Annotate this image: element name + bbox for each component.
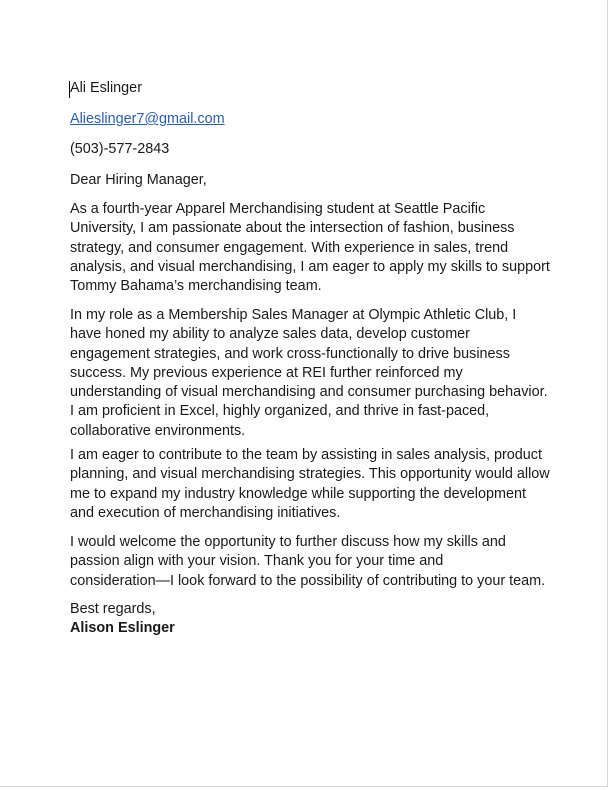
paragraph-2 [70, 306, 548, 441]
text-line: understanding of visual merchandising and consumer purchasing behavior. [70, 384, 548, 401]
text-line: passion align with your vision. Thank you for your time and [70, 553, 444, 570]
text-line: me to expand my industry knowledge while supporting the development [70, 485, 526, 502]
text-line: I am proficient in Excel, highly organized, and thrive in fast-paced, [70, 403, 490, 420]
text-line: consideration—I look forward to the possibility of contributing to your team. [70, 572, 546, 589]
text-line: have honed my ability to analyze sales data, develop customer [70, 326, 470, 343]
text-line: I am eager to contribute to the team by assisting in sales analysis, product [70, 447, 542, 463]
text-line: collaborative environments. [70, 422, 246, 439]
paragraph-4 [70, 533, 545, 591]
text-line: engagement strategies, and work cross-functionally to drive business [70, 345, 510, 362]
text-line: Tommy Bahama’s merchandising team. [70, 278, 322, 295]
phone-number: (503)-577-2843 [70, 141, 170, 157]
text-line: I would welcome the opportunity to further discuss how my skills and [70, 534, 506, 550]
paragraph-1 [70, 200, 550, 296]
text-line: planning, and visual merchandising strategies. This opportunity would allow [70, 466, 550, 483]
signature: Alison Eslinger [70, 620, 175, 637]
text-line: In my role as a Membership Sales Manager at Olympic Athletic Club, I [70, 307, 517, 323]
salutation: Dear Hiring Manager, [70, 172, 207, 188]
email-link[interactable]: Alieslinger7@gmail.com [70, 111, 225, 127]
closing: Best regards, [70, 601, 156, 617]
text-line: analysis, and visual merchandising, I am eager to apply my skills to support [70, 258, 550, 275]
text-line: strategy, and consumer engagement. With experience in sales, trend [70, 239, 509, 256]
text-line: University, I am passionate about the intersection of fashion, business [70, 220, 515, 237]
sender-name: Ali Eslinger [70, 80, 142, 96]
paragraph-3 [70, 446, 550, 523]
text-line: and execution of merchandising initiatives. [70, 504, 341, 521]
text-line: As a fourth-year Apparel Merchandising student at Seattle Pacific [70, 201, 486, 217]
text-line: success. My previous experience at REI further reinforced my [70, 364, 463, 381]
closing-block [70, 600, 175, 639]
